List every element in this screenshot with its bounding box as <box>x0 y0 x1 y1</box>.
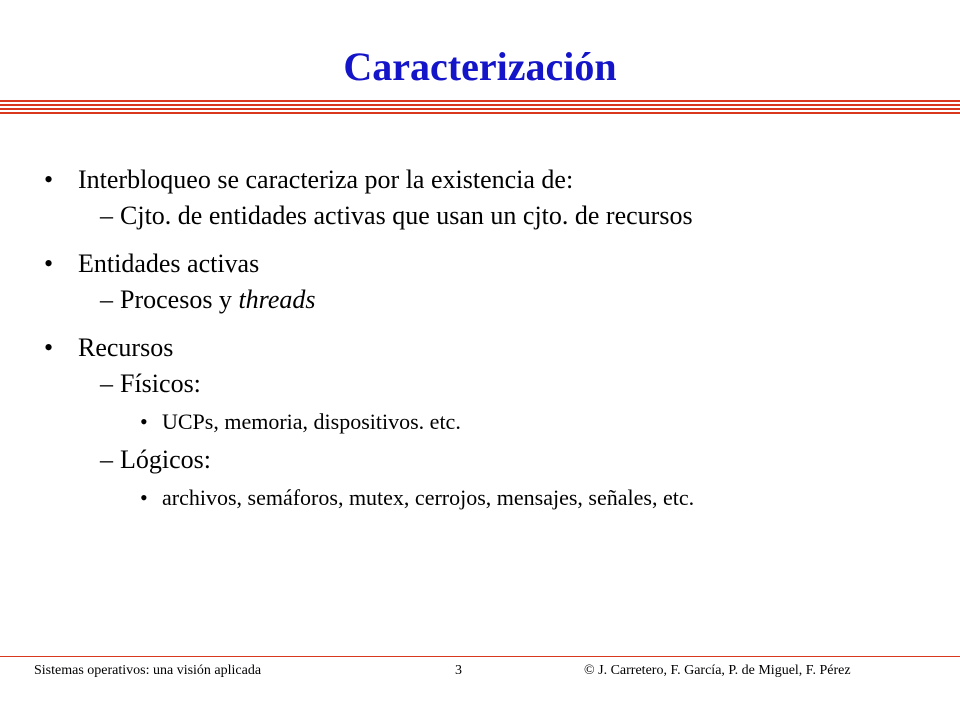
bullet-item <box>44 162 944 198</box>
sub-bullet-text: Lógicos: <box>120 445 211 474</box>
footer-page-number: 3 <box>455 663 462 678</box>
dash-icon: – <box>100 201 113 230</box>
bullet-icon: • <box>140 485 148 510</box>
bullet-icon: • <box>140 409 148 434</box>
dash-icon: – <box>100 285 113 314</box>
footer-book-title: Sistemas operativos: una visión aplicada <box>34 663 262 678</box>
sub-sub-bullet-item <box>44 402 944 442</box>
bullet-icon: • <box>44 249 54 278</box>
footer-divider <box>0 656 960 657</box>
bullet-item <box>44 246 944 282</box>
bullet-item <box>44 330 944 366</box>
sub-bullet-item <box>44 198 944 234</box>
rule-line <box>0 100 960 102</box>
bullet-text: Interbloqueo se caracteriza por la existencia de: <box>78 165 574 194</box>
slide-body <box>44 162 944 518</box>
bullet-icon: • <box>44 165 54 194</box>
dash-icon: – <box>100 369 113 398</box>
sub-bullet-text: Físicos: <box>120 369 201 398</box>
footer-copyright: © J. Carretero, F. García, P. de Miguel, F. Pérez <box>584 663 851 678</box>
slide-title: Caracterización <box>343 44 617 89</box>
title-underline <box>0 100 960 116</box>
sub-sub-bullet-text: archivos, semáforos, mutex, cerrojos, mensajes, señales, etc. <box>162 485 695 510</box>
bullet-text: Recursos <box>78 333 174 362</box>
sub-bullet-item <box>44 442 944 478</box>
bullet-icon: • <box>44 333 54 362</box>
sub-bullet-item <box>44 282 944 318</box>
dash-icon: – <box>100 445 113 474</box>
sub-sub-bullet-item <box>44 478 944 518</box>
sub-bullet-text: Procesos y <box>120 285 239 314</box>
rule-line <box>0 104 960 106</box>
rule-line <box>0 112 960 114</box>
bullet-text: Entidades activas <box>78 249 260 278</box>
sub-bullet-text: Cjto. de entidades activas que usan un cjto. de recursos <box>120 201 693 230</box>
sub-bullet-italic-text: threads <box>238 285 316 314</box>
rule-line <box>0 108 960 110</box>
sub-sub-bullet-text: UCPs, memoria, dispositivos. etc. <box>162 409 461 434</box>
sub-bullet-item <box>44 366 944 402</box>
